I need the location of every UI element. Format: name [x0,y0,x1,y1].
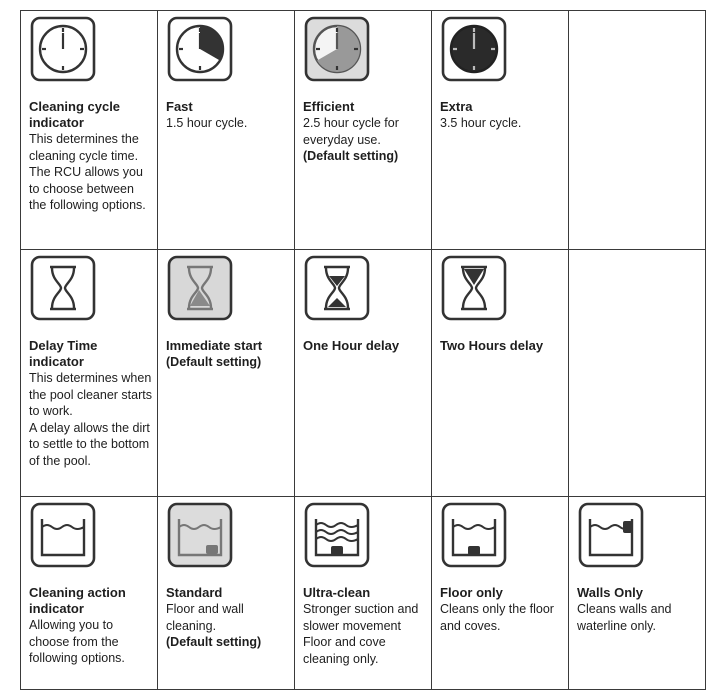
pool-walls-only-icon [577,501,645,569]
pool-standard-icon [166,501,234,569]
delay-immediate-cell [158,250,295,497]
action-ultra-desc-1: Stronger suction and slower movement [303,602,419,633]
hourglass-one-hour-icon [303,254,371,322]
cycle-extra-cell [432,11,569,250]
delay-indicator-cell [21,250,158,497]
action-walls-desc: Cleans walls and waterline only. [577,602,672,633]
cycle-efficient-default: (Default setting) [303,149,399,163]
cycle-efficient-title: Efficient [303,99,355,114]
cycle-indicator-cell [21,11,158,250]
delay-indicator-title: Delay Time indicator [29,338,98,369]
delay-two-hours-title: Two Hours delay [440,338,544,353]
action-walls-cell [569,497,706,690]
cycle-indicator-desc: This determines the cleaning cycle time. The RCU allows you to choose between the following options. [29,132,146,212]
action-standard-default: (Default setting) [166,635,262,649]
action-indicator-cell [21,497,158,690]
delay-two-hours-cell [432,250,569,497]
delay-one-hour-title: One Hour delay [303,338,400,353]
cycle-extra-desc: 3.5 hour cycle. [440,116,522,130]
action-standard-cell [158,497,295,690]
hourglass-icon [29,254,97,322]
delay-immediate-title: Immediate start [166,338,263,353]
pool-ultra-clean-icon [303,501,371,569]
clock-extra-icon [440,15,508,83]
pool-icon [29,501,97,569]
delay-row [21,250,706,497]
action-floor-desc: Cleans only the floor and coves. [440,602,554,633]
cycle-fast-desc: 1.5 hour cycle. [166,116,248,130]
empty-cell [569,250,706,497]
action-standard-title: Standard [166,585,223,600]
clock-fast-icon [166,15,234,83]
delay-indicator-desc-1: This determines when the pool cleaner starts to work. [29,371,152,418]
delay-one-hour-cell [295,250,432,497]
settings-table [20,10,706,690]
action-row [21,497,706,690]
hourglass-two-hours-icon [440,254,508,322]
clock-icon [29,15,97,83]
cycle-fast-title: Fast [166,99,193,114]
action-floor-cell [432,497,569,690]
delay-immediate-default: (Default setting) [166,355,262,369]
cycle-efficient-cell [295,11,432,250]
clock-efficient-icon [303,15,371,83]
action-ultra-title: Ultra-clean [303,585,371,600]
cycle-extra-title: Extra [440,99,473,114]
action-indicator-desc: Allowing you to choose from the following options. [29,618,125,665]
action-indicator-title: Cleaning action indicator [29,585,126,616]
delay-indicator-desc-2: A delay allows the dirt to settle to the bottom of the pool. [29,420,150,468]
action-walls-title: Walls Only [577,585,643,600]
empty-cell [569,11,706,250]
action-floor-title: Floor only [440,585,503,600]
hourglass-immediate-icon [166,254,234,322]
action-ultra-cell [295,497,432,690]
cycle-row [21,11,706,250]
action-standard-desc: Floor and wall cleaning. [166,602,244,633]
cycle-efficient-desc: 2.5 hour cycle for everyday use. [303,116,399,147]
cycle-fast-cell [158,11,295,250]
action-ultra-desc-2: Floor and cove cleaning only. [303,635,386,666]
pool-floor-only-icon [440,501,508,569]
cycle-indicator-title: Cleaning cycle indicator [29,99,121,130]
